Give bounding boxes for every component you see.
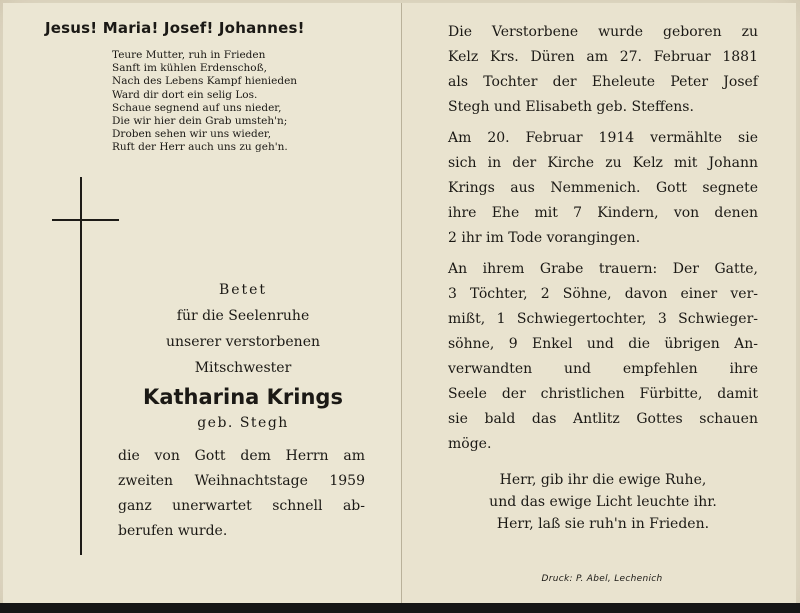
bio-line: ihre Ehe mit 7 Kindern, von denen: [448, 205, 758, 221]
poem-line: Teure Mutter, ruh in Frieden: [112, 49, 266, 61]
closing-prayer: [448, 469, 758, 535]
bio-line: Am 20. Februar 1914 vermählte sie: [448, 130, 758, 146]
bio-line: Kelz Krs. Düren am 27. Februar 1881: [448, 49, 758, 65]
printer-credit: Druck: P. Abel, Lechenich: [541, 574, 663, 584]
birth-name: geb. Stegh: [197, 415, 289, 431]
invocation-heading: Jesus! Maria! Josef! Johannes!: [45, 19, 305, 37]
bio-line: verwandten und empfehlen ihre: [448, 361, 758, 377]
death-notice: [118, 444, 365, 544]
bio-line: Krings aus Nemmenich. Gott segnete: [448, 180, 758, 196]
bio-line: sich in der Kirche zu Kelz mit Johann: [448, 155, 758, 171]
bio-line: möge.: [448, 436, 492, 452]
prayer-line: unserer verstorbenen: [165, 334, 320, 350]
scan-bottom-edge: [0, 603, 800, 613]
bio-paragraph-birth: [448, 20, 758, 120]
death-notice-line: berufen wurde.: [118, 523, 228, 539]
cross-vertical-bar: [80, 177, 82, 555]
poem-line: Nach des Lebens Kampf hienieden: [112, 75, 298, 88]
prayer-request: [118, 277, 368, 434]
bio-line: 3 Töchter, 2 Söhne, davon einer ver-: [448, 286, 758, 302]
bio-line: mißt, 1 Schwiegertochter, 3 Schwieger-: [448, 311, 758, 327]
bio-paragraph-mourners: [448, 257, 758, 457]
prayer-heading: Betet: [218, 282, 268, 298]
bio-paragraph-marriage: [448, 126, 758, 251]
bio-line: 2 ihr im Tode vorangingen.: [448, 230, 641, 246]
prayer-line: für die Seelenruhe: [176, 308, 310, 324]
poem-line: Ward dir dort ein selig Los.: [112, 88, 258, 101]
closing-line: und das ewige Licht leuchte ihr.: [489, 494, 717, 510]
poem-line: Sanft im kühlen Erdenschoß,: [112, 62, 267, 75]
bio-line: Stegh und Elisabeth geb. Steffens.: [448, 99, 694, 115]
bio-line: Seele der christlichen Fürbitte, damit: [448, 386, 758, 402]
poem-line: Ruft der Herr auch uns zu geh'n.: [112, 141, 288, 154]
cross-horizontal-bar: [52, 219, 119, 221]
poem-line: Droben sehen wir uns wieder,: [112, 128, 272, 141]
bio-line: Die Verstorbene wurde geboren zu: [448, 24, 758, 40]
deceased-name: Katharina Krings: [143, 385, 343, 409]
poem-line: Schaue segnend auf uns nieder,: [112, 101, 282, 114]
bio-line: als Tochter der Eheleute Peter Josef: [448, 74, 758, 90]
bio-line: söhne, 9 Enkel und die übrigen An-: [448, 336, 758, 352]
prayer-line: Mitschwester: [194, 360, 292, 376]
memorial-poem: [112, 49, 372, 155]
bio-line: An ihrem Grabe trauern: Der Gatte,: [448, 261, 758, 277]
death-notice-line: ganz unerwartet schnell ab-: [118, 498, 365, 514]
bio-line: sie bald das Antlitz Gottes schauen: [448, 411, 758, 427]
biography: [448, 20, 758, 463]
closing-line: Herr, laß sie ruh'n in Frieden.: [496, 516, 710, 532]
poem-line: Die wir hier dein Grab umsteh'n;: [112, 114, 288, 127]
death-notice-line: die von Gott dem Herrn am: [118, 448, 365, 464]
closing-line: Herr, gib ihr die ewige Ruhe,: [499, 472, 707, 488]
death-notice-line: zweiten Weihnachtstage 1959: [118, 473, 365, 489]
